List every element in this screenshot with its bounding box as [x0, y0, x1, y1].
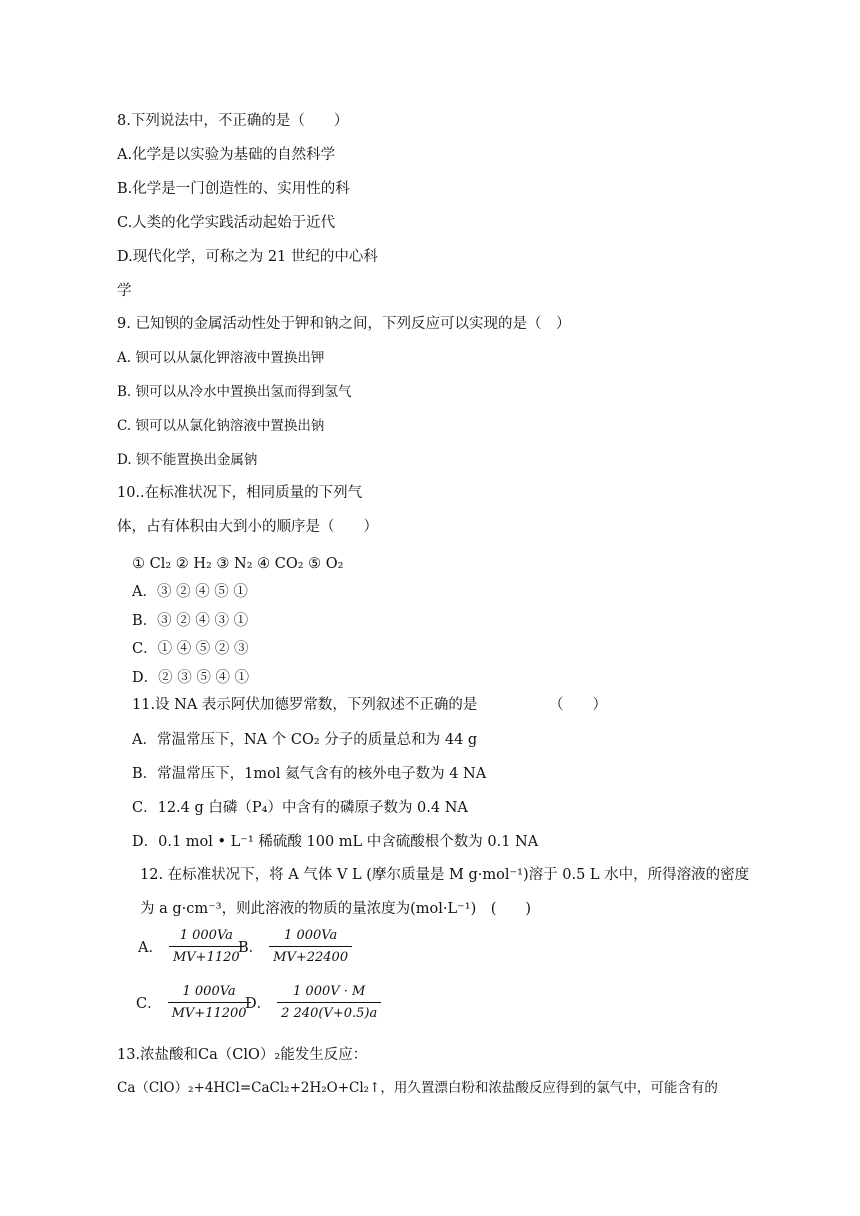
q12-option-c-numerator: 1 000Va [168, 984, 251, 1003]
q12-option-c-label: C． [136, 996, 162, 1012]
q12-option-a-fraction [169, 928, 244, 965]
q9-option-a: A. 钡可以从氯化钾溶液中置换出钾 [117, 350, 325, 366]
q12-stem: 12. 在标准状况下，将 A 气体 V L (摩尔质量是 M g·mol⁻¹)溶于 0.5 L 水中，所得溶液的密度 [140, 867, 750, 883]
q12-option-b [238, 928, 352, 965]
q8-stem: 8.下列说法中，不正确的是（ ） [117, 113, 349, 129]
q10-option-c: C．① ④ ⑤ ② ③ [132, 641, 249, 657]
q8-option-c: C.人类的化学实践活动起始于近代 [117, 215, 336, 231]
q9-option-b: B. 钡可以从冷水中置换出氢而得到氢气 [117, 384, 352, 400]
q13-stem: 13.浓盐酸和Ca（ClO）₂能发生反应： [117, 1047, 368, 1063]
q10-items: ① Cl₂ ② H₂ ③ N₂ ④ CO₂ ⑤ O₂ [132, 556, 344, 572]
q12-option-b-numerator: 1 000Va [269, 928, 352, 947]
q11-option-d: D．0.1 mol • L⁻¹ 稀硫酸 100 mL 中含硫酸根个数为 0.1 NA [132, 834, 539, 850]
q11-option-c: C．12.4 g 白磷（P₄）中含有的磷原子数为 0.4 NA [132, 800, 468, 816]
q9-stem: 9. 已知钡的金属活动性处于钾和钠之间，下列反应可以实现的是（ ） [117, 316, 571, 332]
q12-option-c [136, 984, 251, 1021]
q13-equation-line: Ca（ClO）₂+4HCl=CaCl₂+2H₂O+Cl₂↑，用久置漂白粉和浓盐酸反应得到的氯气中，可能含有的 [117, 1080, 718, 1096]
q12-option-d-fraction [277, 984, 381, 1021]
q10-option-b: B．③ ② ④ ③ ① [132, 613, 249, 629]
q10-stem: 10..在标准状况下，相同质量的下列气 [117, 485, 363, 501]
q8-option-d-cont: 学 [117, 283, 132, 299]
q11-stem: 11.设 NA 表示阿伏加德罗常数，下列叙述不正确的是 [132, 697, 478, 713]
q10-option-a: A．③ ② ④ ⑤ ① [132, 584, 248, 600]
q12-option-a-denominator: MV+1120 [172, 950, 240, 965]
q10-option-d: D．② ③ ⑤ ④ ① [132, 670, 250, 686]
q12-option-d-numerator: 1 000V · M [277, 984, 381, 1003]
q8-option-b: B.化学是一门创造性的、实用性的科 [117, 181, 350, 197]
q12-option-c-fraction [168, 984, 251, 1021]
q8-option-d: D.现代化学，可称之为 21 世纪的中心科 [117, 249, 378, 265]
q12-option-a [138, 928, 244, 965]
q12-option-d [245, 984, 381, 1021]
q10-stem-cont: 体，占有体积由大到小的顺序是（ ） [117, 519, 378, 535]
q12-option-a-numerator: 1 000Va [169, 928, 244, 947]
q12-option-a-label: A． [138, 940, 163, 956]
q8-option-a: A.化学是以实验为基础的自然科学 [117, 147, 336, 163]
q9-option-d: D. 钡不能置换出金属钠 [117, 452, 258, 468]
q12-option-d-label: D． [245, 996, 272, 1012]
q12-option-b-denominator: MV+22400 [273, 950, 349, 965]
q12-option-d-denominator: 2 240(V+0.5)a [281, 1006, 378, 1021]
q11-answer-bracket: （ ） [549, 697, 607, 713]
q12-option-c-denominator: MV+11200 [171, 1006, 247, 1021]
q9-option-c: C. 钡可以从氯化钠溶液中置换出钠 [117, 418, 325, 434]
q11-option-b: B．常温常压下，1mol 氦气含有的核外电子数为 4 NA [132, 766, 487, 782]
q12-option-b-fraction [269, 928, 352, 965]
q11-option-a: A．常温常压下，NA 个 CO₂ 分子的质量总和为 44 g [132, 732, 478, 748]
q12-option-b-label: B． [238, 940, 264, 956]
q12-stem-cont: 为 a g·cm⁻³，则此溶液的物质的量浓度为(mol·L⁻¹) ( ) [140, 901, 532, 917]
